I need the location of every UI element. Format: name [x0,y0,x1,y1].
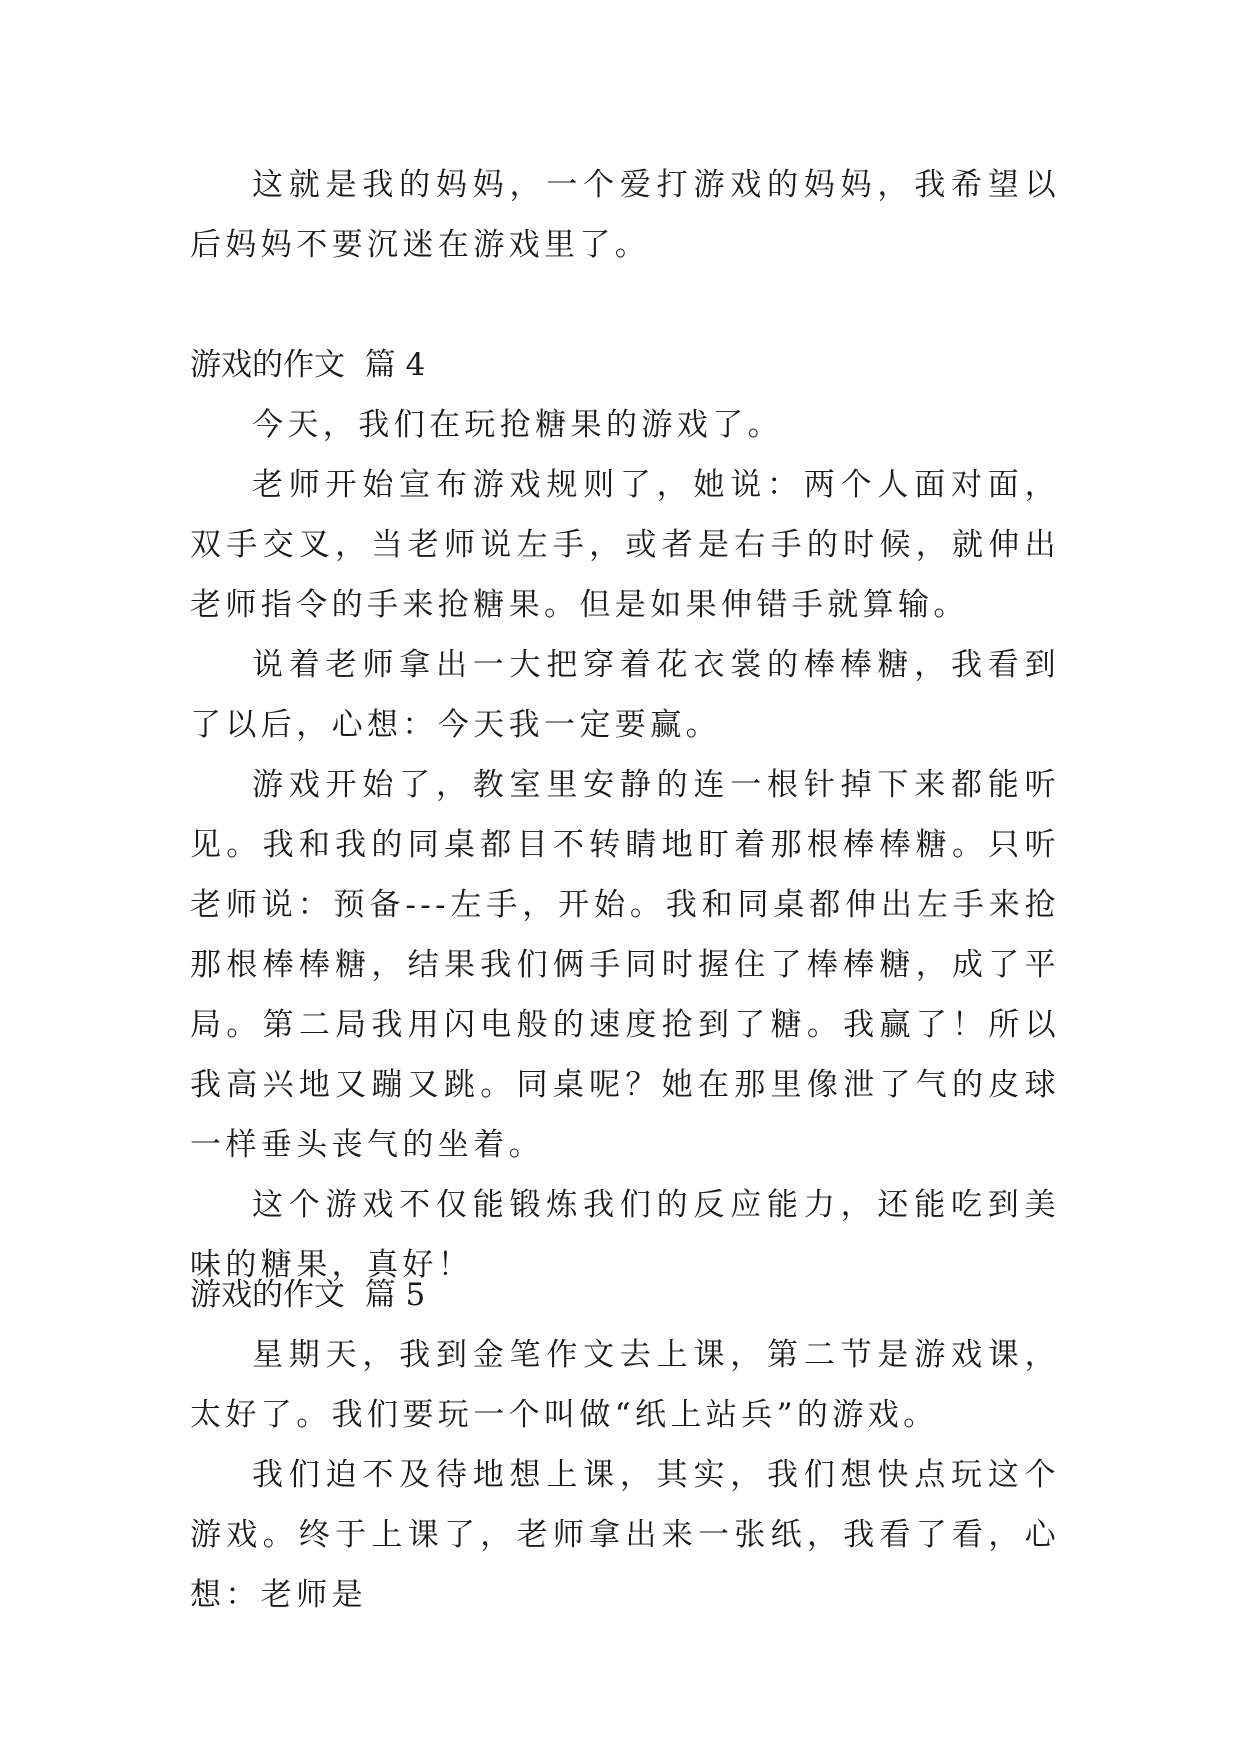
paragraph: 说着老师拿出一大把穿着花衣裳的棒棒糖，我看到了以后，心想：今天我一定要赢。 [190,647,1060,743]
section5-heading: 游戏的作文 篇 5 [190,1277,426,1313]
paragraph: 这就是我的妈妈，一个爱打游戏的妈妈，我希望以后妈妈不要沉迷在游戏里了。 [190,167,1060,263]
section5-body [190,1325,1060,1625]
section4-body [190,395,1060,1295]
section4-heading: 游戏的作文 篇 4 [190,347,426,383]
paragraph: 游戏开始了，教室里安静的连一根针掉下来都能听见。我和我的同桌都目不转睛地盯着那根棒棒糖。只听老师说：预备---左手，开始。我和同桌都伸出左手来抢那根棒棒糖，结果我们俩手同时握住了棒棒糖，成了平局。第二局我用闪电般的速度抢到了糖。我赢了！所以我高兴地又蹦又跳。同桌呢？她在那里像泄了气的皮球一样垂头丧气的坐着。 [190,767,1060,1163]
paragraph: 今天，我们在玩抢糖果的游戏了。 [252,407,783,443]
section3-tail-body [190,155,1060,275]
paragraph: 星期天，我到金笔作文去上课，第二节是游戏课，太好了。我们要玩一个叫做“纸上站兵”的游戏。 [190,1337,1060,1433]
paragraph: 这个游戏不仅能锻炼我们的反应能力，还能吃到美味的糖果，真好！ [190,1187,1060,1283]
paragraph: 我们迫不及待地想上课，其实，我们想快点玩这个游戏。终于上课了，老师拿出来一张纸，我看了看，心想：老师是 [190,1457,1060,1613]
paragraph: 老师开始宣布游戏规则了，她说：两个人面对面，双手交叉，当老师说左手，或者是右手的时候，就伸出老师指令的手来抢糖果。但是如果伸错手就算输。 [190,467,1060,623]
